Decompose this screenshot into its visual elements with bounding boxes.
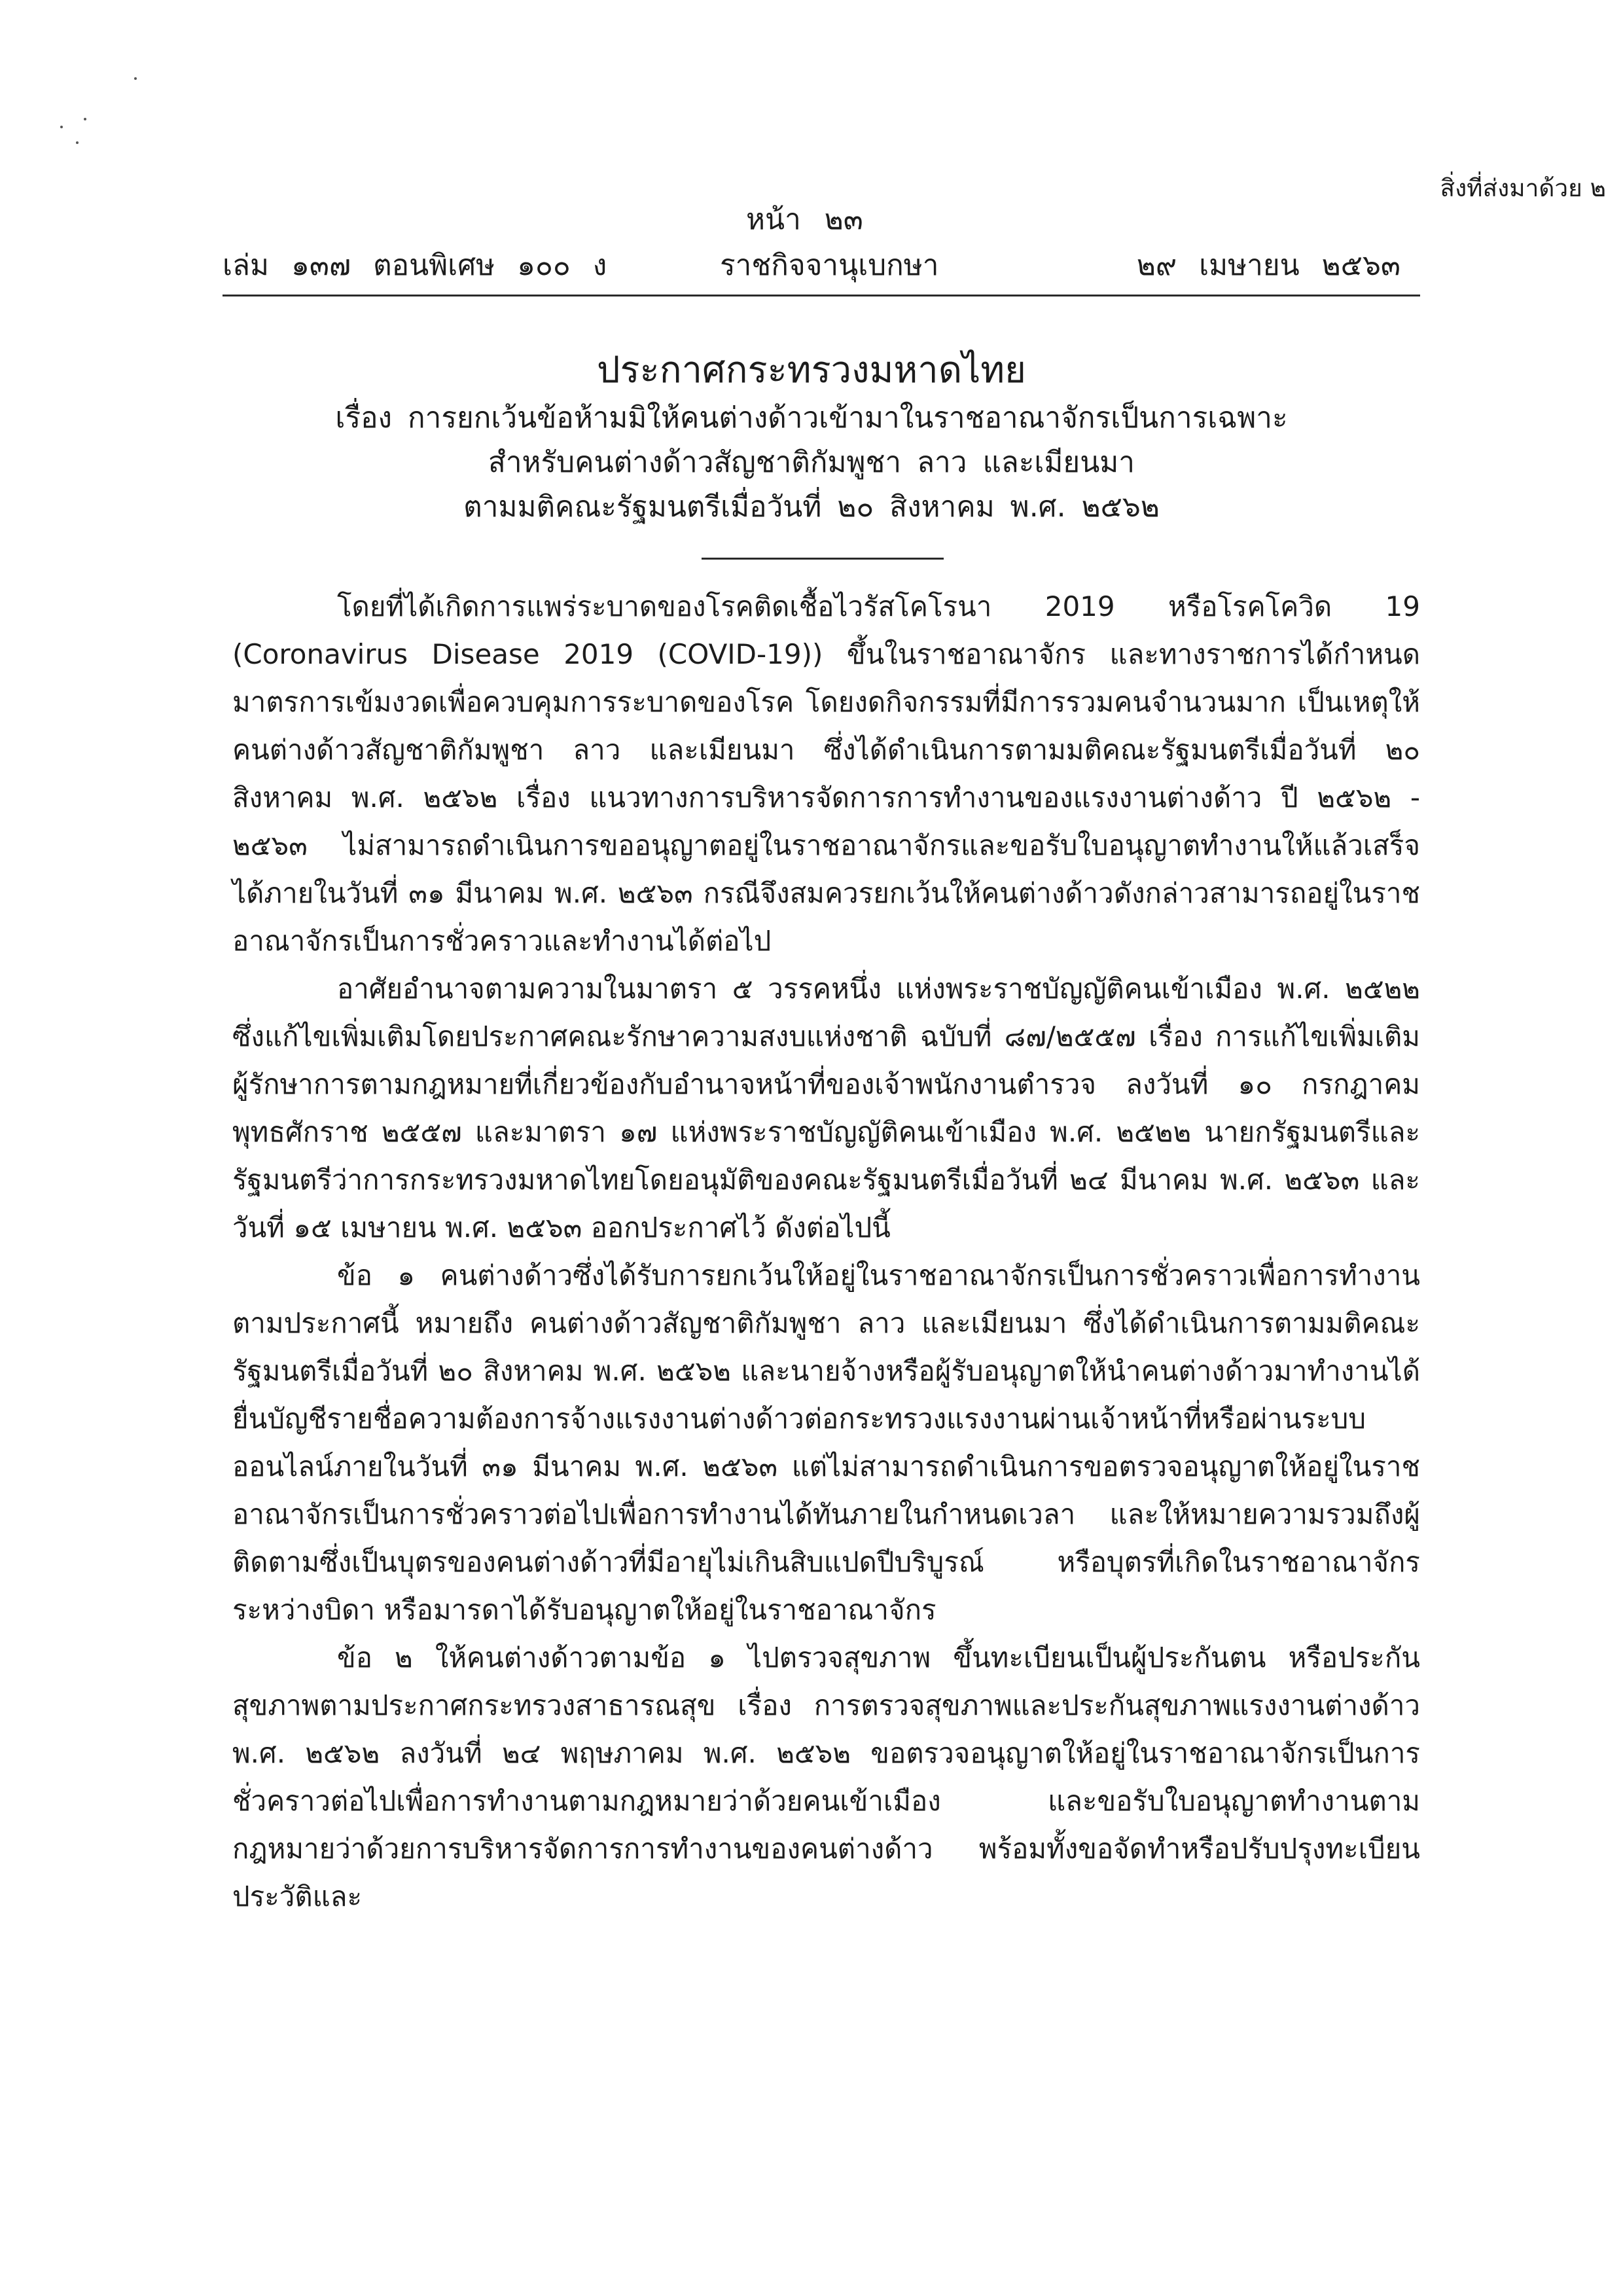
announcement-subject bbox=[0, 396, 1623, 529]
body-paragraph: โดยที่ได้เกิดการแพร่ระบาดของโรคติดเชื้อไวรัสโคโรนา 2019 หรือโรคโควิด 19 (Coronavirus Disease 2019 (COVID-19)) ขึ้นในราชอาณาจักร และทางราชการได้กำหนดมาตรการเข้มงวดเพื่อควบคุมการระบาดของโรค โดยงดกิจกรรมที่มีการรวมคนจำนวนมาก เป็นเหตุให้คนต่างด้าวสัญชาติกัมพูชา ลาว และเมียนมา ซึ่งได้ดำเนินการตามมติคณะรัฐมนตรีเมื่อวันที่ ๒๐ สิงหาคม พ.ศ. ๒๕๖๒ เรื่อง แนวทางการบริหารจัดการการทำงานของแรงงานต่างด้าว ปี ๒๕๖๒ - ๒๕๖๓ ไม่สามารถดำเนินการขออนุญาตอยู่ในราชอาณาจักรและขอรับใบอนุญาตทำงานให้แล้วเสร็จได้ภายในวันที่ ๓๑ มีนาคม พ.ศ. ๒๕๖๓ กรณีจึงสมควรยกเว้นให้คนต่างด้าวดังกล่าวสามารถอยู่ในราชอาณาจักรเป็นการชั่วคราวและทำงานได้ต่อไป bbox=[232, 590, 1420, 957]
scan-speck bbox=[60, 126, 63, 128]
title-rule bbox=[702, 558, 944, 560]
scan-speck bbox=[84, 118, 86, 120]
announcement-title: ประกาศกระทรวงมหาดไทย bbox=[597, 349, 1026, 391]
header-rule bbox=[223, 295, 1420, 296]
gazette-date: ๒๙ เมษายน ๒๕๖๓ bbox=[1136, 249, 1400, 282]
body-text bbox=[232, 583, 1420, 1920]
gazette-name: ราชกิจจานุเบกษา bbox=[720, 249, 939, 282]
body-paragraph: ข้อ ๒ ให้คนต่างด้าวตามข้อ ๑ ไปตรวจสุขภาพ ขึ้นทะเบียนเป็นผู้ประกันตน หรือประกันสุขภาพตามประกาศกระทรวงสาธารณสุข เรื่อง การตรวจสุขภาพและประกันสุขภาพแรงงานต่างด้าว พ.ศ. ๒๕๖๒ ลงวันที่ ๒๔ พฤษภาคม พ.ศ. ๒๕๖๒ ขอตรวจอนุญาตให้อยู่ในราชอาณาจักรเป็นการชั่วคราวต่อไปเพื่อการทำงานตามกฎหมายว่าด้วยคนเข้าเมือง และขอรับใบอนุญาตทำงานตามกฎหมายว่าด้วยการบริหารจัดการการทำงานของคนต่างด้าว พร้อมทั้งขอจัดทำหรือปรับปรุงทะเบียนประวัติและ bbox=[232, 1641, 1420, 1912]
subject-line: ตามมติคณะรัฐมนตรีเมื่อวันที่ ๒๐ สิงหาคม พ.ศ. ๒๕๖๒ bbox=[463, 490, 1160, 524]
page-number: หน้า ๒๓ bbox=[746, 203, 863, 236]
gazette-volume: เล่ม ๑๓๗ ตอนพิเศษ ๑๐๐ ง bbox=[223, 249, 607, 282]
scan-speck bbox=[76, 141, 79, 144]
subject-line: เรื่อง การยกเว้นข้อห้ามมิให้คนต่างด้าวเข้ามาในราชอาณาจักรเป็นการเฉพาะ bbox=[335, 401, 1288, 435]
body-paragraph: อาศัยอำนาจตามความในมาตรา ๕ วรรคหนึ่ง แห่งพระราชบัญญัติคนเข้าเมือง พ.ศ. ๒๕๒๒ ซึ่งแก้ไขเพิ่มเติมโดยประกาศคณะรักษาความสงบแห่งชาติ ฉบับที่ ๘๗/๒๕๕๗ เรื่อง การแก้ไขเพิ่มเติมผู้รักษาการตามกฎหมายที่เกี่ยวข้องกับอำนาจหน้าที่ของเจ้าพนักงานตำรวจ ลงวันที่ ๑๐ กรกฎาคม พุทธศักราช ๒๕๕๗ และมาตรา ๑๗ แห่งพระราชบัญญัติคนเข้าเมือง พ.ศ. ๒๕๒๒ นายกรัฐมนตรีและรัฐมนตรีว่าการกระทรวงมหาดไทยโดยอนุมัติของคณะรัฐมนตรีเมื่อวันที่ ๒๔ มีนาคม พ.ศ. ๒๕๖๓ และวันที่ ๑๕ เมษายน พ.ศ. ๒๕๖๓ ออกประกาศไว้ ดังต่อไปนี้ bbox=[232, 973, 1420, 1244]
body-paragraph: ข้อ ๑ คนต่างด้าวซึ่งได้รับการยกเว้นให้อยู่ในราชอาณาจักรเป็นการชั่วคราวเพื่อการทำงานตามประกาศนี้ หมายถึง คนต่างด้าวสัญชาติกัมพูชา ลาว และเมียนมา ซึ่งได้ดำเนินการตามมติคณะรัฐมนตรีเมื่อวันที่ ๒๐ สิงหาคม พ.ศ. ๒๕๖๒ และนายจ้างหรือผู้รับอนุญาตให้นำคนต่างด้าวมาทำงานได้ยื่นบัญชีรายชื่อความต้องการจ้างแรงงานต่างด้าวต่อกระทรวงแรงงานผ่านเจ้าหน้าที่หรือผ่านระบบออนไลน์ภายในวันที่ ๓๑ มีนาคม พ.ศ. ๒๕๖๓ แต่ไม่สามารถดำเนินการขอตรวจอนุญาตให้อยู่ในราชอาณาจักรเป็นการชั่วคราวต่อไปเพื่อการทำงานได้ทันภายในกำหนดเวลา และให้หมายความรวมถึงผู้ติดตามซึ่งเป็นบุตรของคนต่างด้าวที่มีอายุไม่เกินสิบแปดปีบริบูรณ์ หรือบุตรที่เกิดในราชอาณาจักรระหว่างบิดา หรือมารดาได้รับอนุญาตให้อยู่ในราชอาณาจักร bbox=[232, 1259, 1420, 1626]
subject-line: สำหรับคนต่างด้าวสัญชาติกัมพูชา ลาว และเมียนมา bbox=[488, 446, 1135, 479]
scan-speck bbox=[134, 77, 137, 80]
attachment-label: สิ่งที่ส่งมาด้วย ๒ bbox=[1440, 174, 1606, 202]
